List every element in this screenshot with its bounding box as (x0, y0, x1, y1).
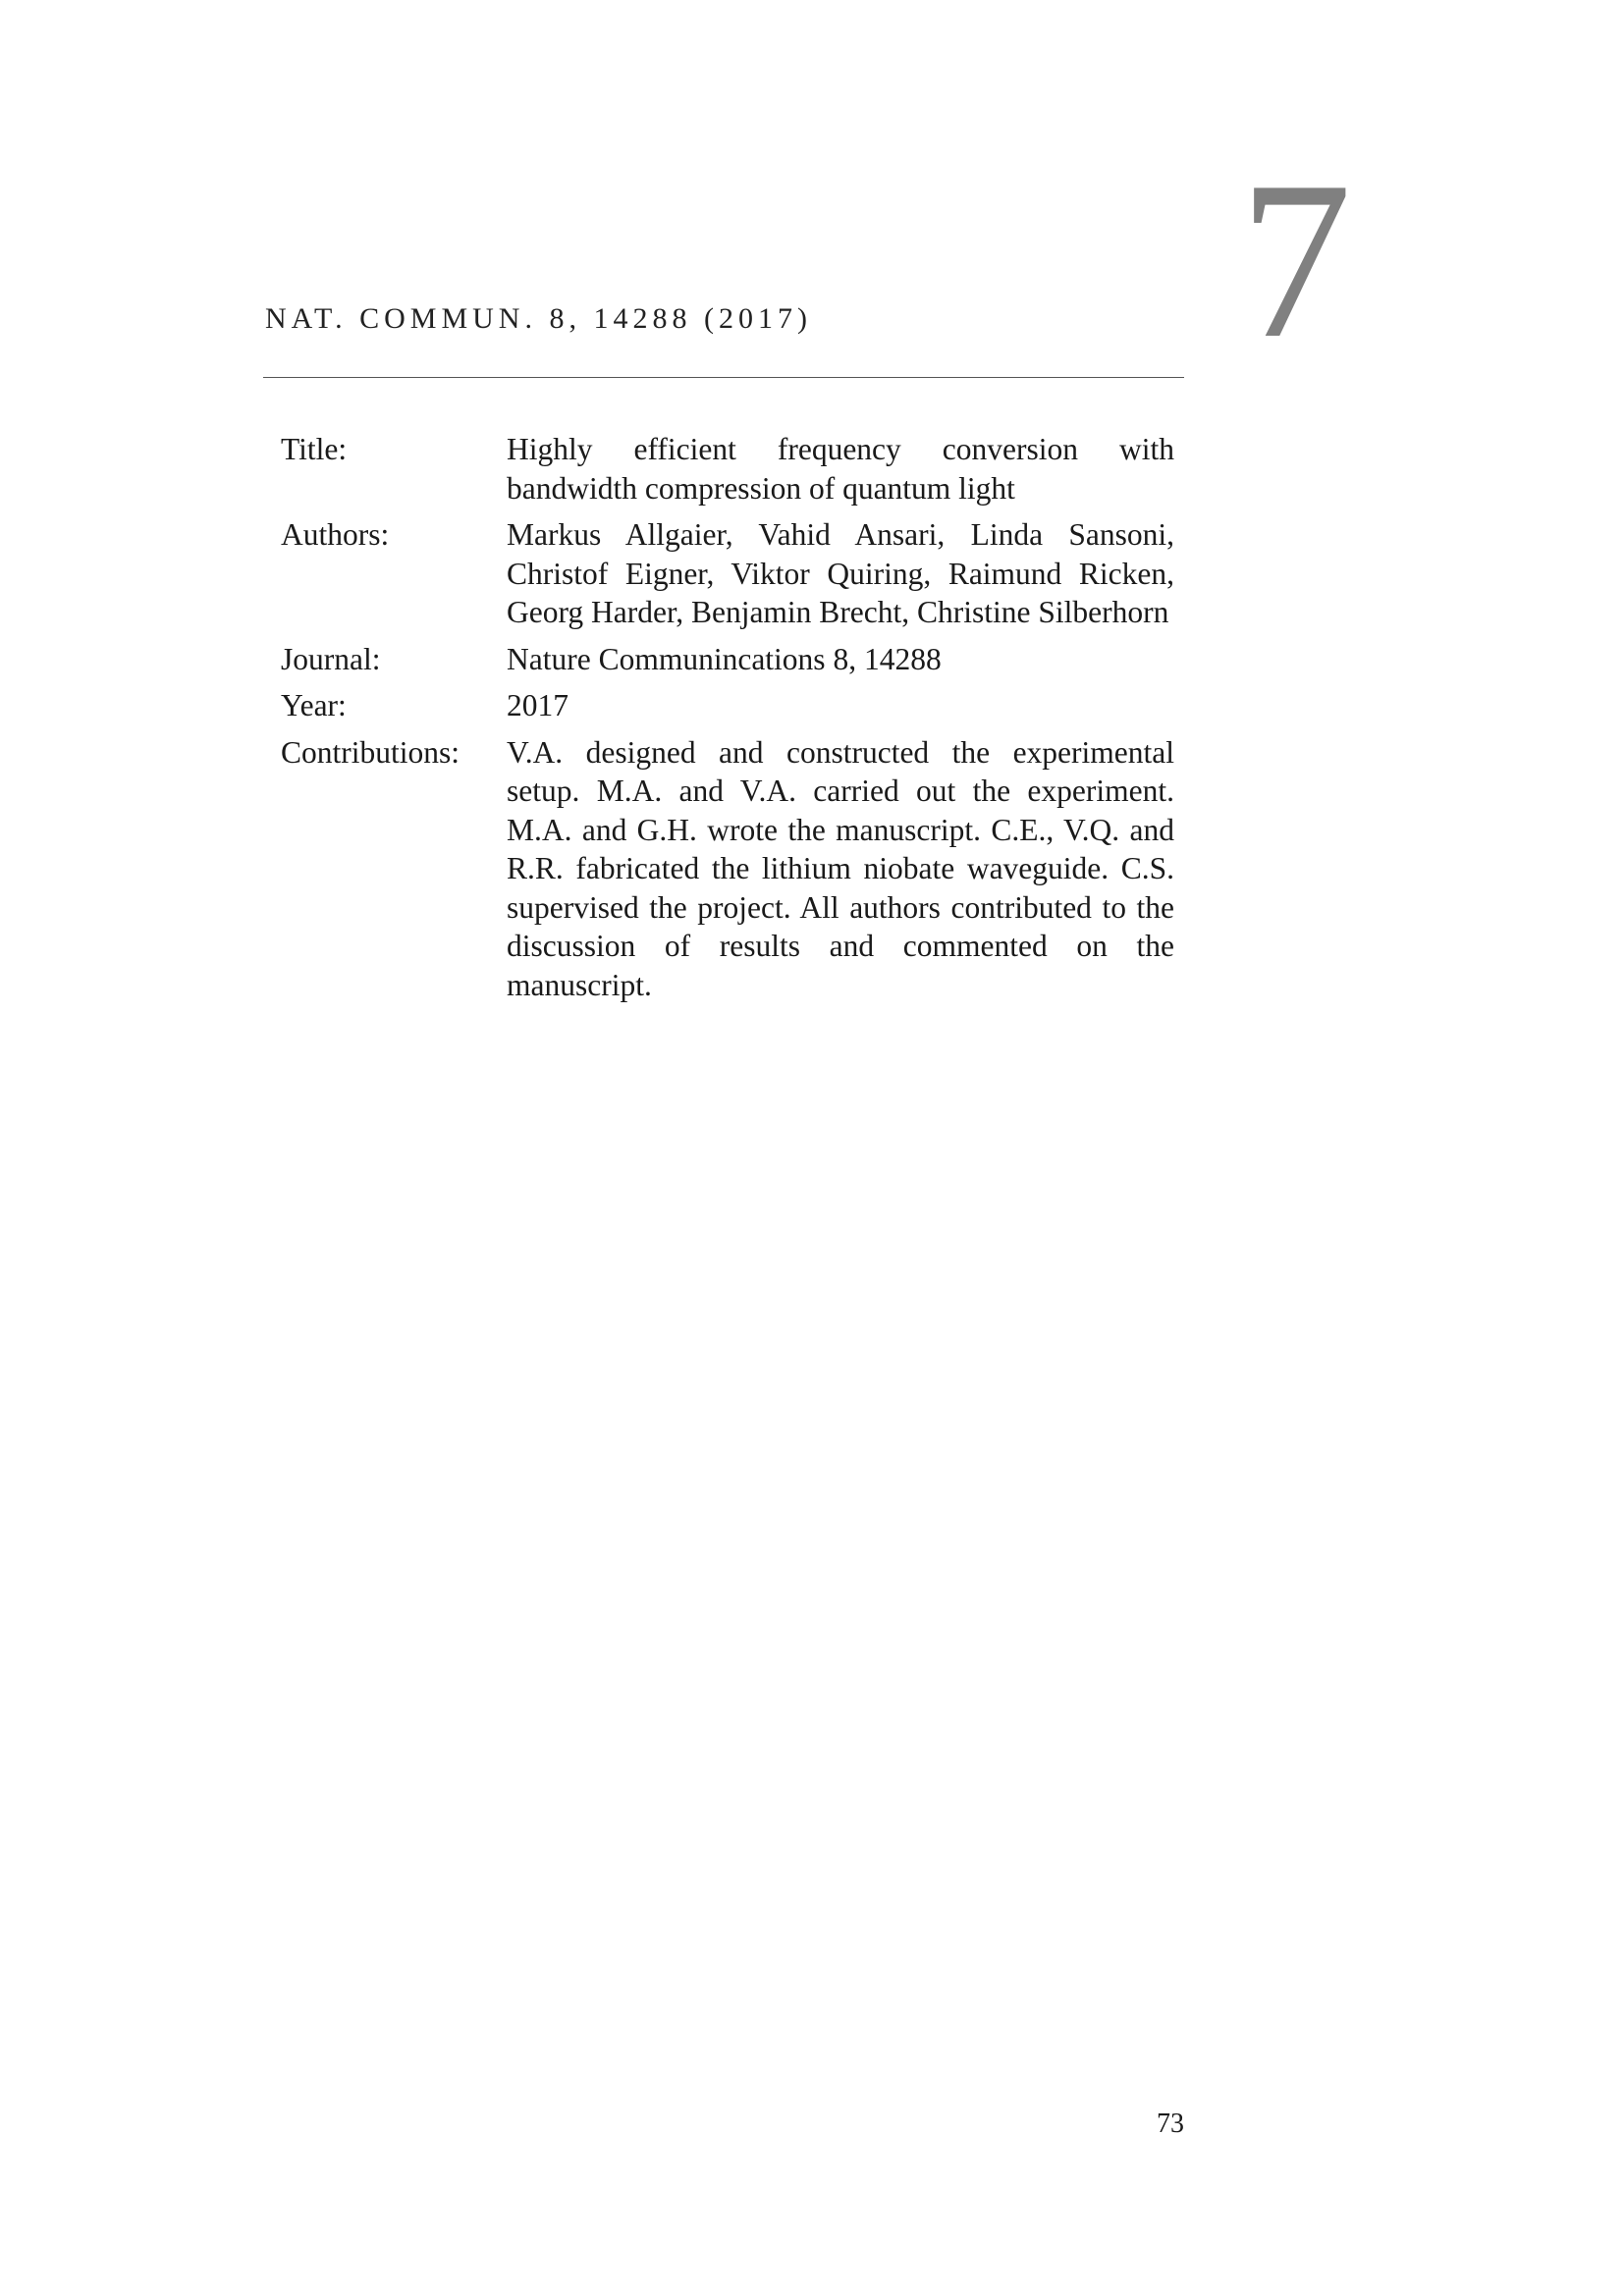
page-number: 73 (1157, 2109, 1184, 2139)
meta-value: Markus Allgaier, Vahid Ansari, Linda Sansoni, Christof Eigner, Viktor Quiring, Raimund Ricken, Georg Harder, Benjamin Brecht, Christine Silberhorn (507, 517, 1174, 629)
meta-label: Year: (281, 688, 347, 722)
meta-label: Title: (281, 432, 348, 466)
meta-value: Highly efficient frequency conversion with bandwidth compression of quantum light (507, 432, 1174, 506)
meta-row-year (281, 686, 1174, 725)
meta-label: Contributions: (281, 734, 460, 770)
meta-label: Authors: (281, 517, 390, 552)
meta-label: Journal: (281, 641, 381, 676)
meta-value: V.A. designed and constructed the experimental setup. M.A. and V.A. carried out the experiment. M.A. and G.H. wrote the manuscript. C.E., V.Q. and R.R. fabricated the lithium niobate waveguide. C.S. supervised the project. All authors contributed to the discussion of results and commented on the manuscript. (507, 734, 1174, 1002)
publication-metadata (281, 430, 1174, 1012)
chapter-number: 7 (1239, 134, 1352, 385)
meta-row-journal (281, 640, 1174, 679)
meta-row-contributions (281, 733, 1174, 1005)
meta-value: Nature Communincations 8, 14288 (507, 641, 942, 676)
meta-row-title (281, 430, 1174, 507)
meta-value: 2017 (507, 688, 568, 722)
header-rule (263, 377, 1184, 378)
meta-row-authors (281, 515, 1174, 632)
chapter-title: NAT. COMMUN. 8, 14288 (2017) (265, 302, 812, 335)
